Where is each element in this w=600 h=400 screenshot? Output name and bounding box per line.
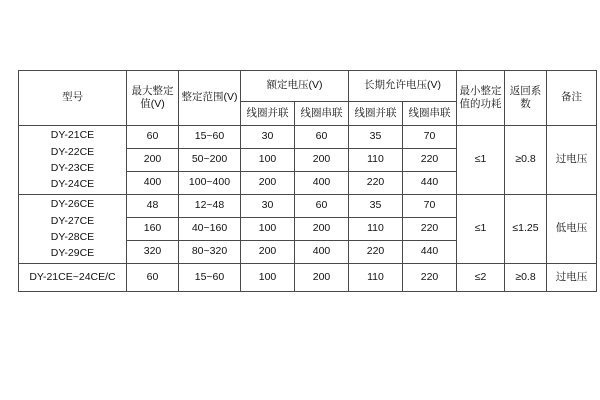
cell-remark-group-1: 低电压 — [547, 195, 597, 264]
cell-min-power-last: ≤2 — [457, 264, 505, 292]
cell-rated-parallel: 200 — [241, 172, 295, 195]
cell-long-series: 220 — [403, 218, 457, 241]
header-min-power: 最小整定值的功耗 — [457, 71, 505, 126]
header-model: 型号 — [19, 71, 127, 126]
specification-table — [18, 70, 597, 292]
cell-long-parallel: 220 — [349, 241, 403, 264]
cell-return-coefficient-last: ≥0.8 — [505, 264, 547, 292]
cell-setting-range: 15~60 — [179, 126, 241, 149]
table-row — [19, 264, 597, 292]
cell-rated-series: 200 — [295, 149, 349, 172]
cell-max-setting: 320 — [127, 241, 179, 264]
header-long-series: 线圈串联 — [403, 102, 457, 126]
cell-rated-series: 60 — [295, 195, 349, 218]
cell-min-power-group-1: ≤1 — [457, 195, 505, 264]
spec-table-container — [18, 70, 588, 292]
cell-max-setting: 60 — [127, 126, 179, 149]
header-return-coefficient: 返回系数 — [505, 71, 547, 126]
cell-long-series: 220 — [403, 264, 457, 292]
cell-setting-range: 12~48 — [179, 195, 241, 218]
table-row — [19, 126, 597, 149]
model-name: DY-24CE — [50, 178, 95, 191]
cell-remark-group-0: 过电压 — [547, 126, 597, 195]
cell-rated-series: 60 — [295, 126, 349, 149]
cell-long-parallel: 220 — [349, 172, 403, 195]
header-setting-range: 整定范围(V) — [179, 71, 241, 126]
header-rated-parallel: 线圈并联 — [241, 102, 295, 126]
cell-setting-range: 50~200 — [179, 149, 241, 172]
model-name: DY-27CE — [50, 214, 95, 227]
model-name: DY-26CE — [50, 198, 95, 211]
cell-min-power-group-0: ≤1 — [457, 126, 505, 195]
cell-rated-parallel: 100 — [241, 218, 295, 241]
cell-max-setting: 200 — [127, 149, 179, 172]
cell-long-parallel: 35 — [349, 195, 403, 218]
model-name: DY-23CE — [50, 162, 95, 174]
cell-long-series: 70 — [403, 195, 457, 218]
header-rated-series: 线圈串联 — [295, 102, 349, 126]
table-header-row-1 — [19, 71, 597, 102]
header-long-parallel: 线圈并联 — [349, 102, 403, 126]
cell-rated-series: 200 — [295, 264, 349, 292]
table-row — [19, 195, 597, 218]
model-name: DY-22CE — [50, 145, 95, 158]
cell-long-series: 440 — [403, 172, 457, 195]
cell-model-group-1 — [19, 195, 127, 264]
cell-setting-range: 80~320 — [179, 241, 241, 264]
cell-setting-range: 40~160 — [179, 218, 241, 241]
cell-long-parallel: 35 — [349, 126, 403, 149]
cell-long-parallel: 110 — [349, 264, 403, 292]
model-name: DY-21CE — [50, 129, 95, 142]
header-remark: 备注 — [547, 71, 597, 126]
cell-rated-series: 400 — [295, 172, 349, 195]
cell-max-setting: 48 — [127, 195, 179, 218]
cell-long-parallel: 110 — [349, 149, 403, 172]
header-max-setting: 最大整定值(V) — [127, 71, 179, 126]
cell-remark-last: 过电压 — [547, 264, 597, 292]
cell-max-setting: 400 — [127, 172, 179, 195]
header-rated-voltage: 额定电压(V) — [241, 71, 349, 102]
cell-rated-parallel: 200 — [241, 241, 295, 264]
cell-setting-range: 100~400 — [179, 172, 241, 195]
cell-return-coefficient-group-0: ≥0.8 — [505, 126, 547, 195]
cell-rated-parallel: 30 — [241, 126, 295, 149]
cell-long-series: 220 — [403, 149, 457, 172]
model-name: DY-28CE — [50, 231, 95, 243]
cell-rated-series: 400 — [295, 241, 349, 264]
cell-max-setting: 160 — [127, 218, 179, 241]
cell-long-parallel: 110 — [349, 218, 403, 241]
cell-model-group-0 — [19, 126, 127, 195]
cell-max-setting: 60 — [127, 264, 179, 292]
cell-rated-parallel: 30 — [241, 195, 295, 218]
cell-rated-parallel: 100 — [241, 264, 295, 292]
model-name: DY-29CE — [50, 247, 95, 260]
cell-model-last: DY-21CE~24CE/C — [19, 264, 127, 292]
cell-rated-parallel: 100 — [241, 149, 295, 172]
cell-long-series: 440 — [403, 241, 457, 264]
cell-long-series: 70 — [403, 126, 457, 149]
cell-return-coefficient-group-1: ≤1.25 — [505, 195, 547, 264]
cell-setting-range: 15~60 — [179, 264, 241, 292]
header-long-term-voltage: 长期允许电压(V) — [349, 71, 457, 102]
cell-rated-series: 200 — [295, 218, 349, 241]
